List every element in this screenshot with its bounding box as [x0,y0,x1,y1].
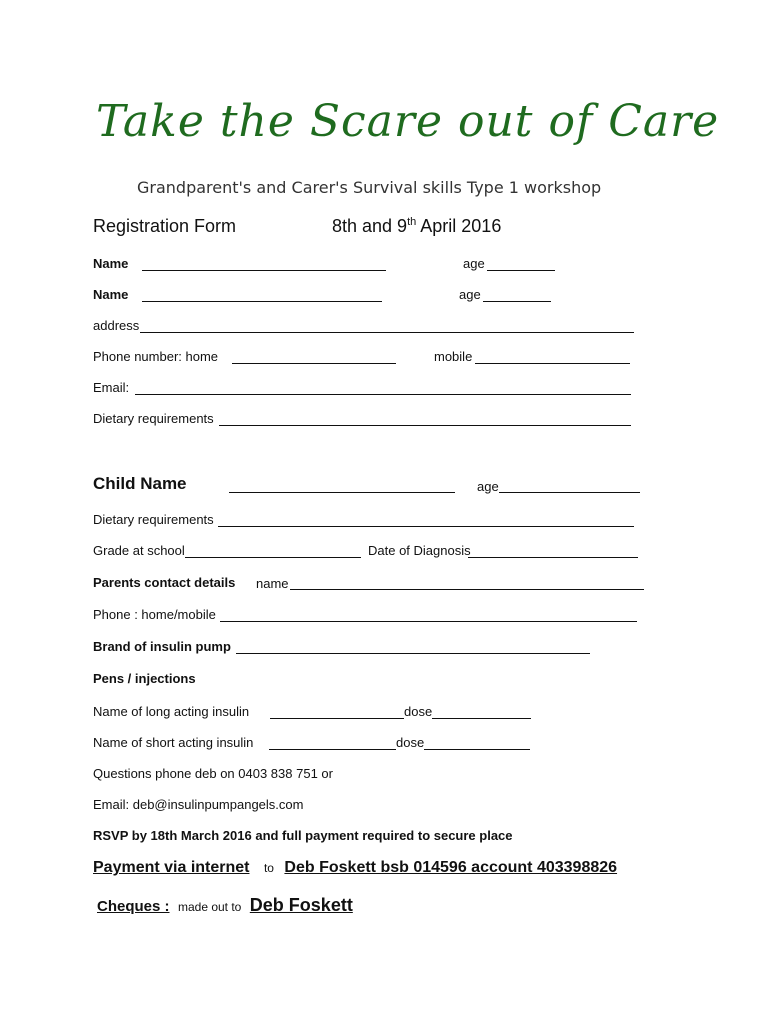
dose-field-2[interactable] [424,735,530,750]
phone-home-label: Phone number: home [93,349,219,364]
long-acting-field[interactable] [270,704,404,719]
email-label: Email: [93,380,130,395]
payment-label: Payment via internet [93,859,250,876]
address-field[interactable] [140,318,634,333]
mobile-field[interactable] [475,349,630,364]
long-acting-label: Name of long acting insulin [93,704,250,719]
pump-field[interactable] [236,639,590,654]
child-name-heading: Child Name [93,474,187,493]
name-label-1: Name [93,256,129,271]
child-dietary-label: Dietary requirements [93,512,214,527]
dose-label-2: dose [396,735,425,750]
age-label-1: age [463,256,485,271]
payment-to: to [263,861,274,875]
name-field-1[interactable] [142,256,386,271]
cheques-label: Cheques : [97,898,170,915]
name-label-2: Name [93,287,129,302]
pump-label: Brand of insulin pump [93,639,231,654]
diagnosis-label: Date of Diagnosis [368,543,471,558]
rsvp-text: RSVP by 18th March 2016 and full payment required to secure place [93,828,513,843]
payment-details: Deb Foskett bsb 014596 account 403398826 [284,859,618,876]
dietary-label: Dietary requirements [93,411,214,426]
page-title: Take the Scare out of Care [96,96,720,147]
made-out-text: made out to [177,900,242,914]
diagnosis-field[interactable] [468,543,638,558]
phone-home-field[interactable] [232,349,396,364]
workshop-dates: 8th and 9th April 2016 [332,216,502,236]
parents-name-field[interactable] [290,575,644,590]
dietary-field[interactable] [219,411,631,426]
payment-line [93,859,617,877]
cheque-payee: Deb Foskett [249,895,353,915]
page-subtitle: Grandparent's and Carer's Survival skills Type 1 workshop [137,178,602,197]
phone-mobile-field[interactable] [220,607,637,622]
age-field-1[interactable] [487,256,555,271]
parents-contact-label: Parents contact details [93,575,236,590]
form-title: Registration Form [93,216,237,236]
child-name-field[interactable] [229,478,455,493]
parents-name-label: name [256,576,289,591]
dose-label-1: dose [404,704,433,719]
age-field-2[interactable] [483,287,551,302]
grade-label: Grade at school [93,543,185,558]
short-acting-field[interactable] [269,735,396,750]
grade-field[interactable] [185,543,361,558]
contact-email: Email: deb@insulinpumpangels.com [93,797,304,812]
pens-label: Pens / injections [93,671,196,686]
age-label-2: age [459,287,481,302]
child-age-label: age [477,479,499,494]
address-label: address [93,318,140,333]
cheques-line [97,895,353,916]
short-acting-label: Name of short acting insulin [93,735,254,750]
child-dietary-field[interactable] [218,512,634,527]
email-field[interactable] [135,380,631,395]
child-age-field[interactable] [499,478,640,493]
dose-field-1[interactable] [432,704,531,719]
mobile-label: mobile [434,349,473,364]
name-field-2[interactable] [142,287,382,302]
phone-mobile-label: Phone : home/mobile [93,607,216,622]
questions-text: Questions phone deb on 0403 838 751 or [93,766,333,781]
